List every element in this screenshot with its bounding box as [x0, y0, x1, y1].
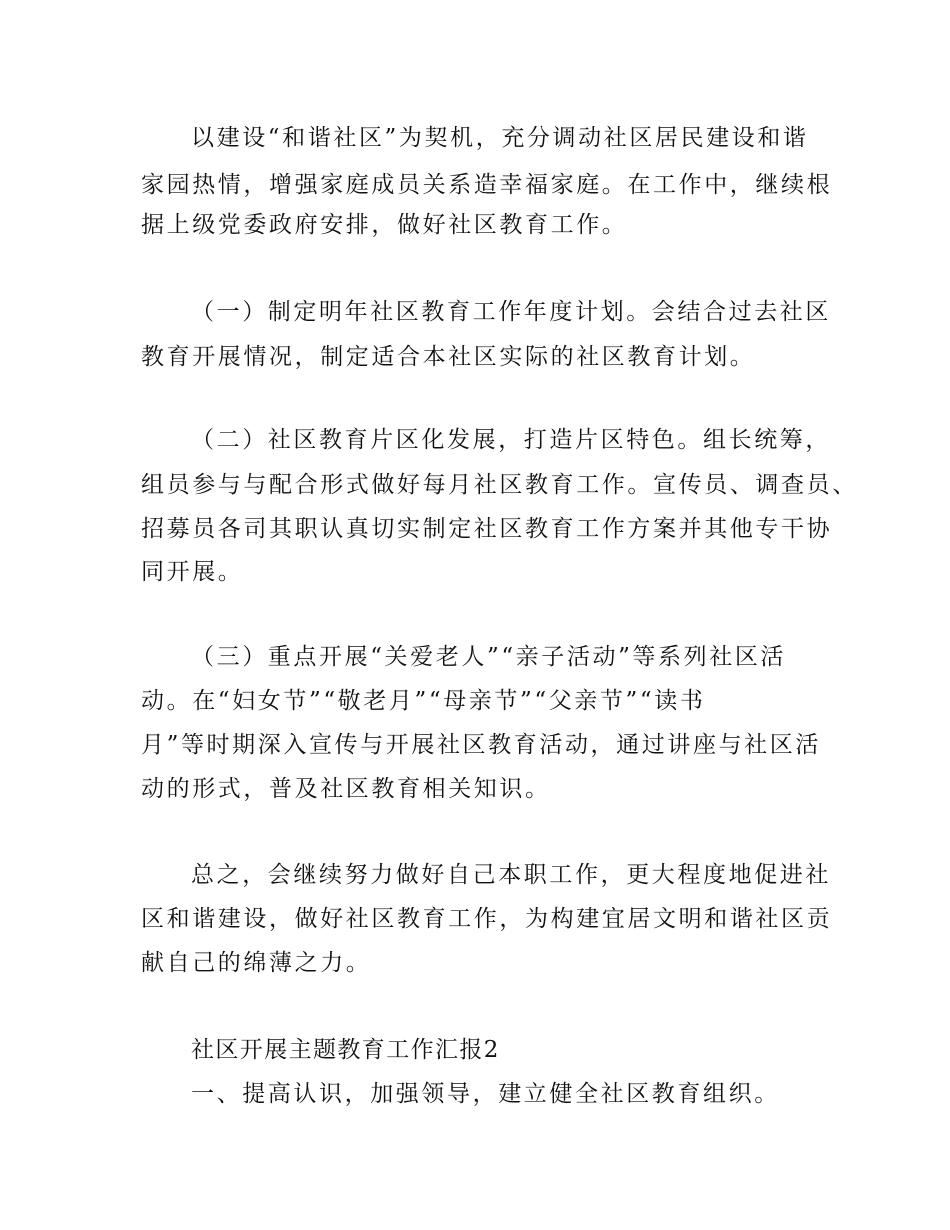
intro-line-1: 以建设“和谐社区”为契机，充分调动社区居民建设和谐	[191, 125, 809, 151]
item-2-line-1: （二）社区教育片区化发展，打造片区特色。组长统筹，	[191, 427, 831, 453]
intro-line-3: 据上级党委政府安排，做好社区教育工作。	[141, 212, 628, 238]
item-3-line-4: 动的形式，普及社区教育相关知识。	[141, 776, 551, 802]
item-1-line-1: （一）制定明年社区教育工作年度计划。会结合过去社区	[191, 299, 831, 325]
conclusion-line-3: 献自己的绵薄之力。	[141, 950, 372, 976]
item-1-line-2: 教育开展情况，制定适合本社区实际的社区教育计划。	[141, 344, 756, 370]
item-2-line-3: 招募员各司其职认真切实制定社区教育工作方案并其他专干协	[141, 516, 833, 542]
item-3-line-3: 月”等时期深入宣传与开展社区教育活动，通过讲座与社区活	[141, 732, 821, 758]
item-2-line-4: 同开展。	[141, 559, 244, 585]
item-2-line-2: 组员参与与配合形式做好每月社区教育工作。宣传员、调查员、	[141, 472, 858, 498]
item-3-line-1: （三）重点开展“关爱老人”“亲子活动”等系列社区活	[191, 644, 787, 670]
conclusion-line-2: 区和谐建设，做好社区教育工作，为构建宜居文明和谐社区贡	[141, 906, 833, 932]
section-point-1: 一、提高认识，加强领导，建立健全社区教育组织。	[191, 1081, 780, 1107]
section-title: 社区开展主题教育工作汇报2	[191, 1037, 500, 1063]
intro-line-2: 家园热情，增强家庭成员关系造幸福家庭。在工作中，继续根	[141, 172, 833, 198]
conclusion-line-1: 总之，会继续努力做好自己本职工作，更大程度地促进社	[191, 862, 831, 888]
item-3-line-2: 动。在“妇女节”“敬老月”“母亲节”“父亲节”“读书	[141, 688, 706, 714]
